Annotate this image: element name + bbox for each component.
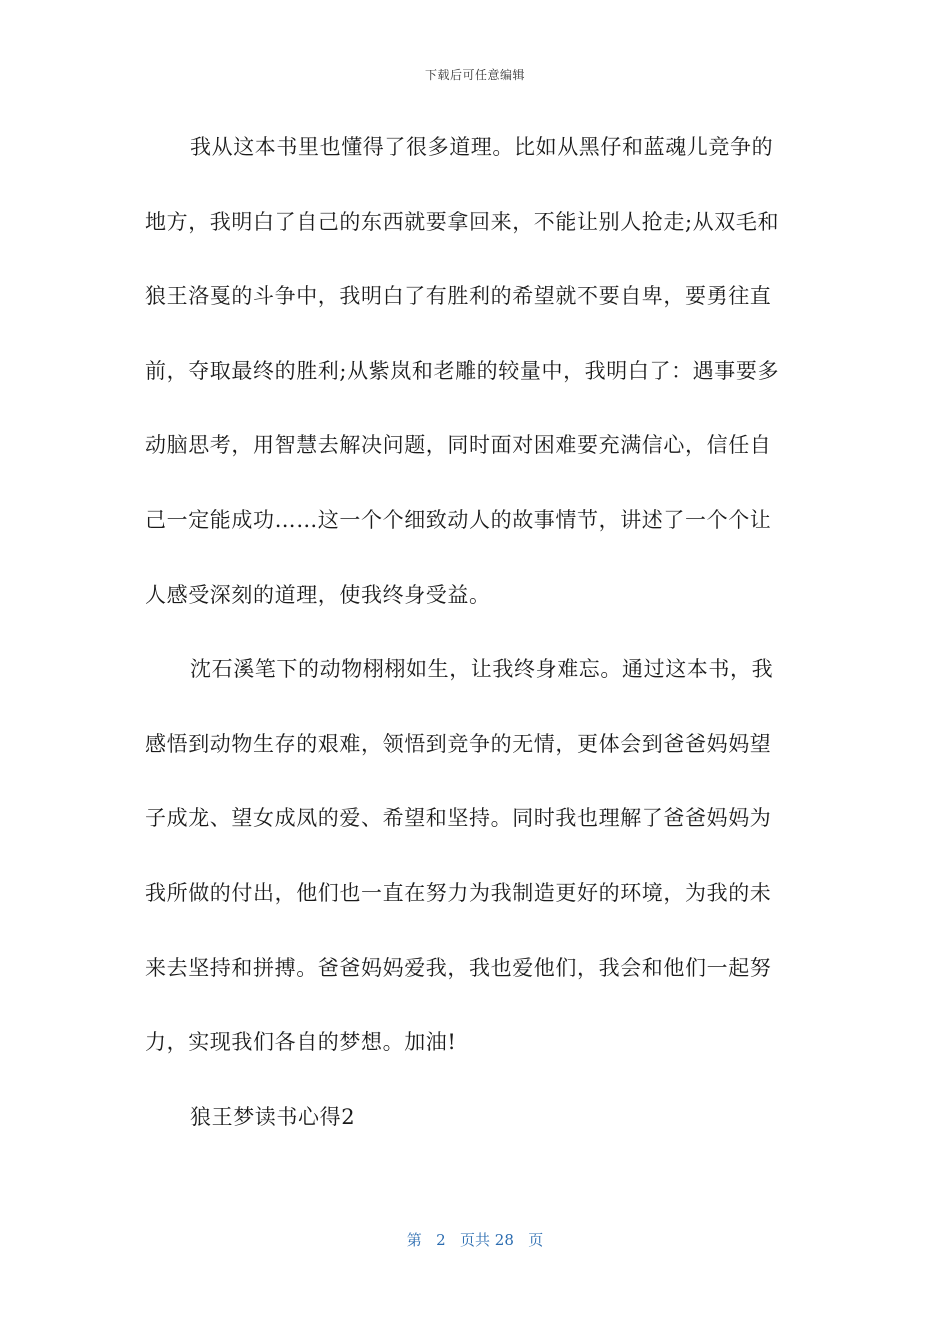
paragraph-2-line-5: 来去坚持和拼搏。爸爸妈妈爱我，我也爱他们，我会和他们一起努: [145, 955, 772, 980]
paragraph-1-line-3: 狼王洛戛的斗争中，我明白了有胜利的希望就不要自卑，要勇往直: [145, 284, 772, 309]
document-body: [145, 110, 815, 1154]
footer-total-pages: 28: [494, 1231, 514, 1249]
paragraph-2-line-3: 子成龙、望女成凤的爱、希望和坚持。同时我也理解了爸爸妈妈为: [145, 806, 772, 831]
paragraph-1-line-4: 前，夺取最终的胜利;从紫岚和老雕的较量中，我明白了：遇事要多: [145, 358, 780, 383]
section-title: 狼王梦读书心得2: [190, 1104, 356, 1129]
page-footer: [0, 1229, 950, 1250]
header-note: 下载后可任意编辑: [424, 68, 525, 82]
paragraph-1-line-1: 我从这本书里也懂得了很多道理。比如从黑仔和蓝魂儿竞争的: [190, 135, 774, 159]
paragraph-2-line-2: 感悟到动物生存的艰难，领悟到竞争的无情，更体会到爸爸妈妈望: [145, 731, 772, 756]
paragraph-2-line-6: 力，实现我们各自的梦想。加油!: [145, 1030, 457, 1055]
footer-current-page: 2: [436, 1231, 446, 1249]
paragraph-1-line-6: 己一定能成功……这一个个细致动人的故事情节，讲述了一个个让: [145, 507, 772, 532]
footer-suffix: 页: [528, 1231, 544, 1249]
paragraph-1-line-5: 动脑思考，用智慧去解决问题，同时面对困难要充满信心，信任自: [145, 433, 772, 458]
paragraph-1-line-2: 地方，我明白了自己的东西就要拿回来，不能让别人抢走;从双毛和: [145, 209, 780, 234]
footer-mid: 页共: [459, 1231, 490, 1249]
paragraph-2-line-1: 沈石溪笔下的动物栩栩如生，让我终身难忘。通过这本书，我: [190, 657, 774, 682]
paragraph-1-line-7: 人感受深刻的道理，使我终身受益。: [145, 582, 491, 607]
paragraph-2-line-4: 我所做的付出，他们也一直在努力为我制造更好的环境，为我的未: [145, 880, 772, 905]
footer-prefix: 第: [406, 1231, 422, 1249]
